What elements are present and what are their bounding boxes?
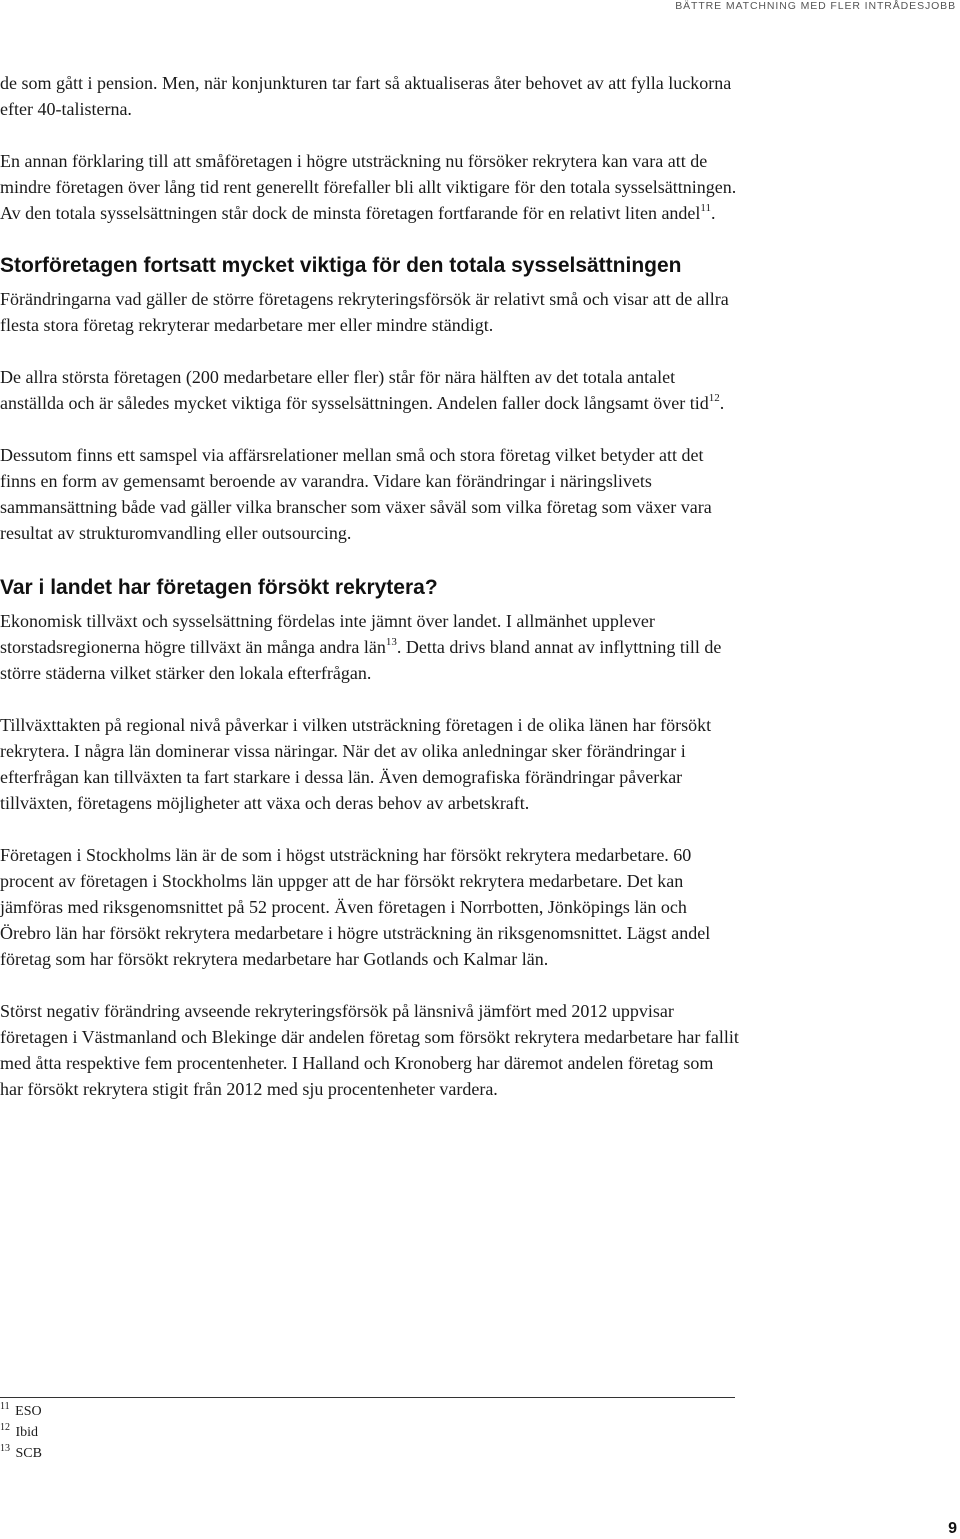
- page-number: 9: [948, 1520, 957, 1537]
- footnote-ref-12: 12: [708, 392, 720, 404]
- section2-paragraph-1-text-a: Ekonomisk tillväxt och sysselsättning fördelas inte jämnt över landet. I allmänhet upplever storstadsregionerna högre tillväxt än många andra län: [0, 611, 655, 657]
- section-var-i-landet: [0, 576, 740, 1102]
- section1-paragraph-2-text: De allra största företagen (200 medarbetare eller fler) står för nära hälften av det totala antalet anställda och är således mycket viktiga för sysselsättningen. Andelen faller dock långsamt över tid: [0, 367, 709, 413]
- section-heading-var-i-landet: Var i landet har företagen försökt rekrytera?: [0, 576, 438, 599]
- section1-paragraph-3: Dessutom finns ett samspel via affärsrelationer mellan små och stora företag vilket betyder att det finns en form av gemensamt beroende av varandra. Vidare kan förändringar i näringslivets sammansättning både vad gäller vilka branscher som växer såväl som vilka företag som växer vara resultat av strukturomvandling eller outsourcing.: [0, 445, 712, 543]
- section2-paragraph-2: Tillväxttakten på regional nivå påverkar i vilken utsträckning företagen i de olika länen har försökt rekrytera. I några län dominerar vissa näringar. När det av olika anledningar sker förändringar i efterfrågan kan tillväxten ta fart starkare i dessa län. Även demografiska förändringar påverkar tillväxten, företagens möjligheter att växa och deras behov av arbetskraft.: [0, 715, 712, 813]
- intro-paragraph-1: de som gått i pension. Men, när konjunkturen tar fart så aktualiseras åter behovet av att fylla luckorna efter 40-talisterna.: [0, 73, 732, 119]
- intro-paragraph-2-text: En annan förklaring till att småföretagen i högre utsträckning nu försöker rekrytera kan vara att de mindre företagen över lång tid rent generellt förefaller bli allt viktigare för den totala sysselsättningen. Av den totala sysselsättningen står dock de minsta företagen fortfarande för en relativt liten andel: [0, 151, 737, 223]
- section-heading-storforetagen: Storföretagen fortsatt mycket viktiga för den totala sysselsättningen: [0, 254, 682, 277]
- intro-paragraph-2-end: .: [711, 203, 716, 223]
- footnote-number: 11: [0, 1401, 10, 1413]
- section2-paragraph-4: Störst negativ förändring avseende rekryteringsförsök på länsnivå jämfört med 2012 uppvisar företagen i Västmanland och Blekinge där andelen företag som försökt rekrytera medarbetare har fallit med åtta respektive fem procentenheter. I Halland och Kronoberg har däremot andelen företag som har försökt rekrytera stigit från 2012 med sju procentenheter vardera.: [0, 1001, 739, 1099]
- footnote-ref-11: 11: [700, 202, 712, 214]
- footnotes: [0, 1401, 42, 1464]
- section2-paragraph-1: [0, 608, 740, 686]
- footnote-text: Ibid: [15, 1425, 39, 1440]
- footnote-text: SCB: [15, 1446, 42, 1461]
- footnote-divider: [0, 1397, 735, 1398]
- footnote-number: 13: [0, 1443, 10, 1455]
- section-storforetagen: [0, 254, 740, 546]
- footnote-ref-13: 13: [385, 636, 397, 648]
- footnote-number: 12: [0, 1422, 10, 1434]
- section1-paragraph-2: [0, 364, 740, 416]
- running-header: BÄTTRE MATCHNING MED FLER INTRÅDESJOBB: [675, 0, 956, 12]
- footnote-12: [0, 1422, 42, 1443]
- page-body: [0, 70, 740, 1102]
- section2-paragraph-3: Företagen i Stockholms län är de som i högst utsträckning har försökt rekrytera medarbetare. 60 procent av företagen i Stockholms län uppger att de har försökt rekrytera medarbetare. Det kan jämföras med riksgenomsnittet på 52 procent. Även företagen i Norrbotten, Jönköpings län och Örebro län har försökt rekrytera medarbetare i högre utsträckning än riksgenomsnittet. Lägst andel företag som har försökt rekrytera medarbetare har Gotlands och Kalmar län.: [0, 845, 711, 969]
- footnote-11: [0, 1401, 42, 1422]
- section1-paragraph-2-end: .: [719, 393, 725, 413]
- footnote-text: ESO: [15, 1404, 42, 1419]
- section1-paragraph-1: Förändringarna vad gäller de större företagens rekryteringsförsök är relativt små och visar att de allra flesta stora företag rekryterar medarbetare mer eller mindre ständigt.: [0, 289, 729, 335]
- section2-paragraph-1-text-b: . Detta drivs bland annat av inflyttning till de större städerna vilket stärker den lokala efterfrågan.: [0, 637, 722, 683]
- intro-paragraph-2: [0, 148, 740, 226]
- footnote-13: [0, 1443, 42, 1464]
